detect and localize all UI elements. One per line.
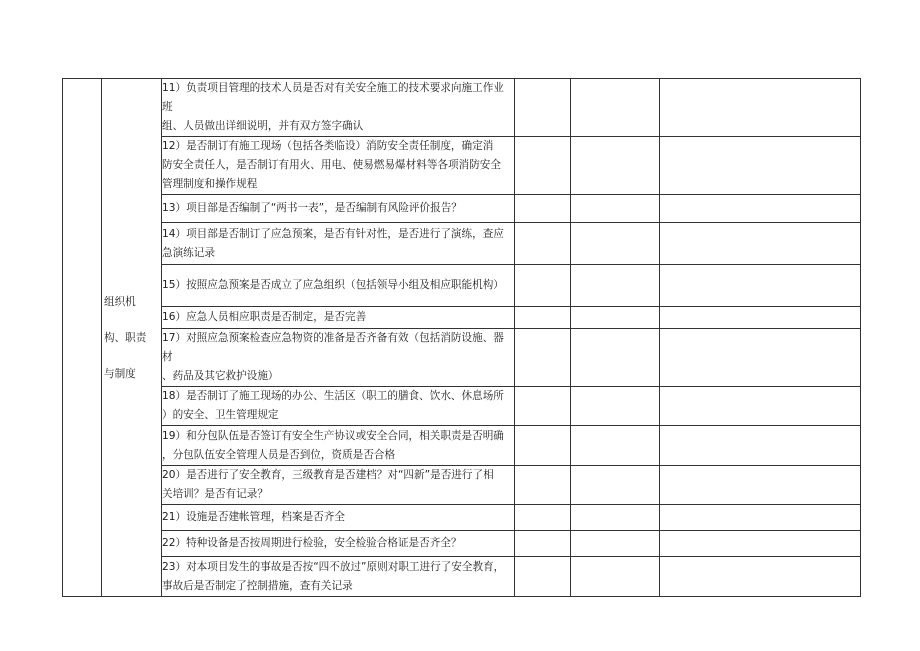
remarks-cell[interactable] bbox=[660, 505, 861, 531]
table-row bbox=[63, 265, 861, 307]
result-cell-b[interactable] bbox=[571, 195, 660, 223]
table-row bbox=[63, 505, 861, 531]
result-cell-a[interactable] bbox=[515, 195, 571, 223]
result-cell-a[interactable] bbox=[515, 466, 571, 505]
category-label-line: 与制度 bbox=[104, 367, 136, 380]
checklist-item-text: 13）项目部是否编制了“两书一表”，是否编制有风险评价报告？ bbox=[162, 195, 515, 223]
result-cell-b[interactable] bbox=[571, 426, 660, 466]
remarks-cell[interactable] bbox=[660, 557, 861, 597]
table-row bbox=[63, 426, 861, 466]
remarks-cell[interactable] bbox=[660, 79, 861, 137]
table-row bbox=[63, 557, 861, 597]
checklist-item-text: 20）是否进行了安全教育，三级教育是否建档？对“四新”是否进行了相 关培训？是否有记录？ bbox=[162, 466, 515, 505]
table-row bbox=[63, 137, 861, 195]
table-row bbox=[63, 387, 861, 426]
checklist-table bbox=[62, 78, 861, 597]
result-cell-a[interactable] bbox=[515, 387, 571, 426]
result-cell-a[interactable] bbox=[515, 79, 571, 137]
result-cell-b[interactable] bbox=[571, 265, 660, 307]
result-cell-b[interactable] bbox=[571, 79, 660, 137]
checklist-item-text: 16）应急人员相应职责是否制定，是否完善 bbox=[162, 307, 515, 329]
result-cell-a[interactable] bbox=[515, 531, 571, 557]
result-cell-a[interactable] bbox=[515, 426, 571, 466]
checklist-item-text: 15）按照应急预案是否成立了应急组织（包括领导小组及相应职能机构） bbox=[162, 265, 515, 307]
checklist-item-text: 11）负责项目管理的技术人员是否对有关安全施工的技术要求向施工作业班 组、人员做出详细说明，并有双方签字确认 bbox=[162, 79, 515, 137]
remarks-cell[interactable] bbox=[660, 265, 861, 307]
remarks-cell[interactable] bbox=[660, 531, 861, 557]
result-cell-b[interactable] bbox=[571, 531, 660, 557]
checklist-item-text: 23）对本项目发生的事故是否按“四不放过”原则对职工进行了安全教育， 事故后是否制定了控制措施，查有关记录 bbox=[162, 557, 515, 597]
checklist-item-text: 22）特种设备是否按周期进行检验，安全检验合格证是否齐全？ bbox=[162, 531, 515, 557]
result-cell-a[interactable] bbox=[515, 307, 571, 329]
remarks-cell[interactable] bbox=[660, 426, 861, 466]
checklist-item-text: 17）对照应急预案检查应急物资的准备是否齐备有效（包括消防设施、器材 、药品及其它救护设施） bbox=[162, 329, 515, 387]
blank-column-cell bbox=[63, 79, 102, 597]
remarks-cell[interactable] bbox=[660, 223, 861, 265]
result-cell-a[interactable] bbox=[515, 505, 571, 531]
table-row bbox=[63, 531, 861, 557]
table-row bbox=[63, 195, 861, 223]
result-cell-b[interactable] bbox=[571, 329, 660, 387]
remarks-cell[interactable] bbox=[660, 329, 861, 387]
result-cell-b[interactable] bbox=[571, 466, 660, 505]
category-cell bbox=[102, 79, 162, 597]
result-cell-a[interactable] bbox=[515, 265, 571, 307]
result-cell-a[interactable] bbox=[515, 329, 571, 387]
checklist-item-text: 12）是否制订有施工现场（包括各类临设）消防安全责任制度，确定消 防安全责任人，是否制订有用火、用电、使易燃易爆材料等各项消防安全 管理制度和操作规程 bbox=[162, 137, 515, 195]
result-cell-b[interactable] bbox=[571, 557, 660, 597]
checklist-item-text: 14）项目部是否制订了应急预案，是否有针对性，是否进行了演练，查应 急演练记录 bbox=[162, 223, 515, 265]
remarks-cell[interactable] bbox=[660, 307, 861, 329]
remarks-cell[interactable] bbox=[660, 137, 861, 195]
result-cell-a[interactable] bbox=[515, 223, 571, 265]
remarks-cell[interactable] bbox=[660, 195, 861, 223]
table-row bbox=[63, 79, 861, 137]
category-label-line: 构、职责 bbox=[104, 331, 147, 344]
table-row bbox=[63, 329, 861, 387]
checklist-item-text: 18）是否制订了施工现场的办公、生活区（职工的膳食、饮水、休息场所 ）的安全、卫生管理规定 bbox=[162, 387, 515, 426]
result-cell-a[interactable] bbox=[515, 137, 571, 195]
checklist-item-text: 21）设施是否建帐管理，档案是否齐全 bbox=[162, 505, 515, 531]
table-row bbox=[63, 223, 861, 265]
remarks-cell[interactable] bbox=[660, 387, 861, 426]
result-cell-b[interactable] bbox=[571, 387, 660, 426]
table-row bbox=[63, 466, 861, 505]
checklist-item-text: 19）和分包队伍是否签订有安全生产协议或安全合同，相关职责是否明确 ，分包队伍安全管理人员是否到位，资质是否合格 bbox=[162, 426, 515, 466]
remarks-cell[interactable] bbox=[660, 466, 861, 505]
result-cell-b[interactable] bbox=[571, 505, 660, 531]
result-cell-b[interactable] bbox=[571, 307, 660, 329]
category-label-line: 组织机 bbox=[104, 295, 136, 308]
result-cell-b[interactable] bbox=[571, 223, 660, 265]
table-row bbox=[63, 307, 861, 329]
result-cell-a[interactable] bbox=[515, 557, 571, 597]
result-cell-b[interactable] bbox=[571, 137, 660, 195]
